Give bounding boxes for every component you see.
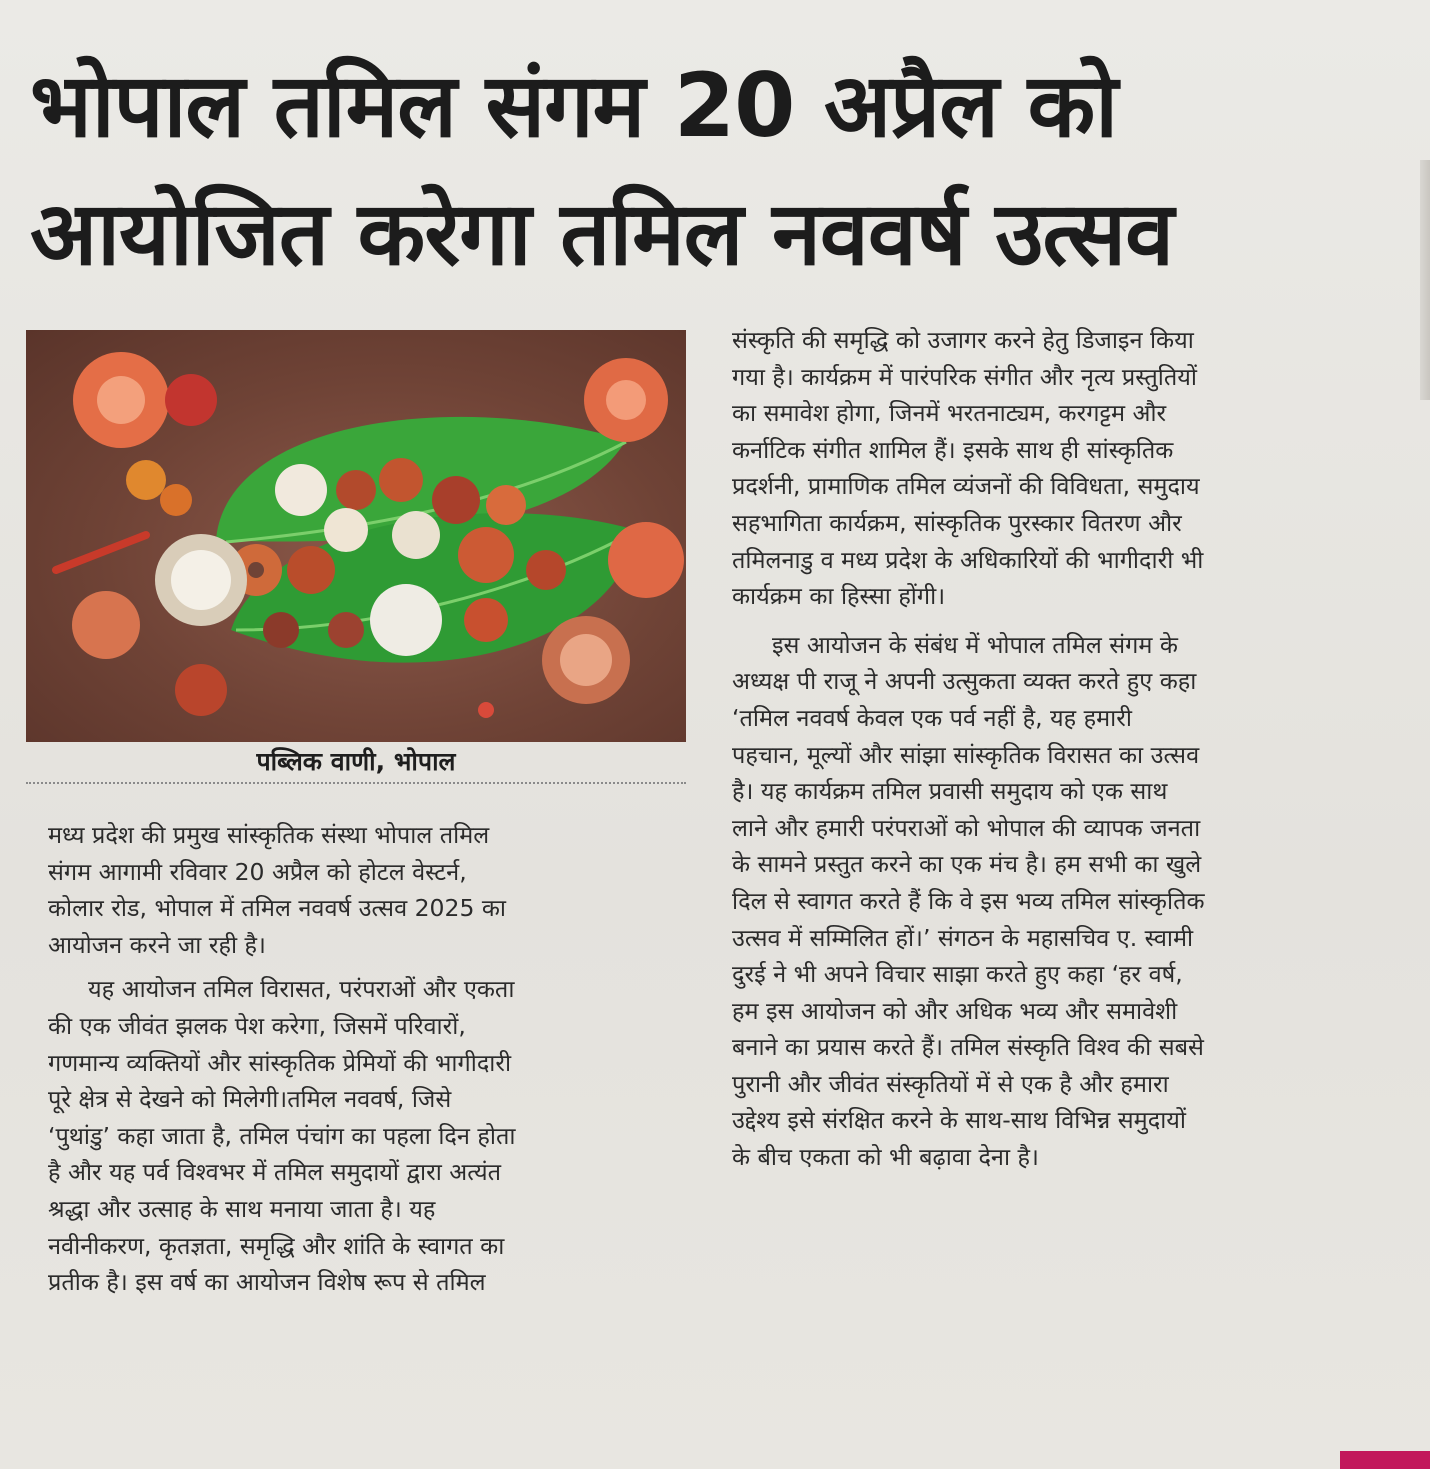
article-line: के बीच एकता को भी बढ़ावा देना है। bbox=[732, 1143, 1039, 1172]
article-line: लाने और हमारी परंपराओं को भोपाल की व्यापक जनता bbox=[732, 813, 1201, 842]
article-line: ‘पुथांडु’ कहा जाता है, तमिल पंचांग का पहला दिन होता bbox=[48, 1121, 516, 1150]
headline bbox=[30, 42, 1400, 298]
article-line: आयोजन करने जा रही है। bbox=[48, 930, 266, 959]
article-line: उत्सव में सम्मिलित हों।’ संगठन के महासचिव ए. स्वामी bbox=[732, 923, 1194, 952]
article-line: गणमान्य व्यक्तियों और सांस्कृतिक प्रेमियों की भागीदारी bbox=[48, 1048, 512, 1077]
article-line: बनाने का प्रयास करते हैं। तमिल संस्कृति विश्व की सबसे bbox=[732, 1033, 1204, 1062]
article-line: प्रदर्शनी, प्रामाणिक तमिल व्यंजनों की विविधता, समुदाय bbox=[732, 472, 1200, 501]
article-line: है और यह पर्व विश्वभर में तमिल समुदायों द्वारा अत्यंत bbox=[48, 1158, 502, 1187]
article-line: मध्य प्रदेश की प्रमुख सांस्कृतिक संस्था भोपाल तमिल bbox=[48, 821, 490, 849]
article-line: उद्देश्य इसे संरक्षित करने के साथ-साथ विभिन्न समुदायों bbox=[732, 1106, 1186, 1135]
page-edge-shadow bbox=[1420, 160, 1430, 400]
article-line: दिल से स्वागत करते हैं कि वे इस भव्य तमिल सांस्कृतिक bbox=[732, 886, 1205, 915]
article-line: हम इस आयोजन को और अधिक भव्य और समावेशी bbox=[732, 996, 1178, 1025]
page-corner-mark bbox=[1340, 1451, 1430, 1469]
article-line: के सामने प्रस्तुत करने का एक मंच है। हम सभी का खुले bbox=[732, 850, 1202, 879]
article-column-right bbox=[732, 322, 1382, 1176]
article-line: कर्नाटिक संगीत शामिल हैं। इसके साथ ही सांस्कृतिक bbox=[732, 435, 1174, 464]
headline-line-1: भोपाल तमिल संगम 20 अप्रैल को bbox=[30, 54, 1117, 157]
article-line: दुरई ने भी अपने विचार साझा करते हुए कहा ‘हर वर्ष, bbox=[732, 960, 1183, 989]
article-line: संस्कृति की समृद्धि को उजागर करने हेतु डिजाइन किया bbox=[732, 326, 1194, 354]
article-line: प्रतीक है। इस वर्ष का आयोजन विशेष रूप से तमिल bbox=[48, 1268, 486, 1297]
article-line: की एक जीवंत झलक पेश करेगा, जिसमें परिवारों, bbox=[48, 1011, 466, 1040]
article-line: गया है। कार्यक्रम में पारंपरिक संगीत और नृत्य प्रस्तुतियों bbox=[732, 362, 1197, 391]
headline-line-2: आयोजित करेगा तमिल नववर्ष उत्सव bbox=[30, 182, 1174, 285]
festive-meal-photo-icon bbox=[26, 330, 686, 742]
byline: पब्लिक वाणी, भोपाल bbox=[26, 742, 686, 784]
article-line: अध्यक्ष पी राजू ने अपनी उत्सुकता व्यक्त करते हुए कहा bbox=[732, 667, 1197, 696]
article-line: तमिलनाडु व मध्य प्रदेश के अधिकारियों की भागीदारी भी bbox=[732, 545, 1204, 574]
article-line: श्रद्धा और उत्साह के साथ मनाया जाता है। यह bbox=[48, 1194, 436, 1223]
article-line: पुरानी और जीवंत संस्कृतियों में से एक है और हमारा bbox=[732, 1069, 1169, 1098]
article-line: नवीनीकरण, कृतज्ञता, समृद्धि और शांति के स्वागत का bbox=[48, 1231, 505, 1260]
article-line: इस आयोजन के संबंध में भोपाल तमिल संगम के bbox=[772, 630, 1178, 659]
article-column-left bbox=[48, 817, 698, 1301]
article-line: यह आयोजन तमिल विरासत, परंपराओं और एकता bbox=[88, 975, 515, 1004]
article-line: पहचान, मूल्यों और सांझा सांस्कृतिक विरासत का उत्सव bbox=[732, 740, 1200, 769]
article-line: का समावेश होगा, जिनमें भरतनाट्यम, करगट्टम और bbox=[732, 399, 1167, 428]
article-line: ‘तमिल नववर्ष केवल एक पर्व नहीं है, यह हमारी bbox=[732, 703, 1132, 732]
article-line: संगम आगामी रविवार 20 अप्रैल को होटल वेस्टर्न, bbox=[48, 857, 467, 886]
article-photo bbox=[26, 330, 686, 742]
article-line: कोलार रोड, भोपाल में तमिल नववर्ष उत्सव 2025 का bbox=[48, 894, 507, 923]
article-line: कार्यक्रम का हिस्सा होंगी। bbox=[732, 582, 946, 611]
article-line: पूरे क्षेत्र से देखने को मिलेगी।तमिल नववर्ष, जिसे bbox=[48, 1085, 452, 1114]
article-line: सहभागिता कार्यक्रम, सांस्कृतिक पुरस्कार वितरण और bbox=[732, 508, 1182, 537]
article-line: है। यह कार्यक्रम तमिल प्रवासी समुदाय को एक साथ bbox=[732, 777, 1168, 806]
